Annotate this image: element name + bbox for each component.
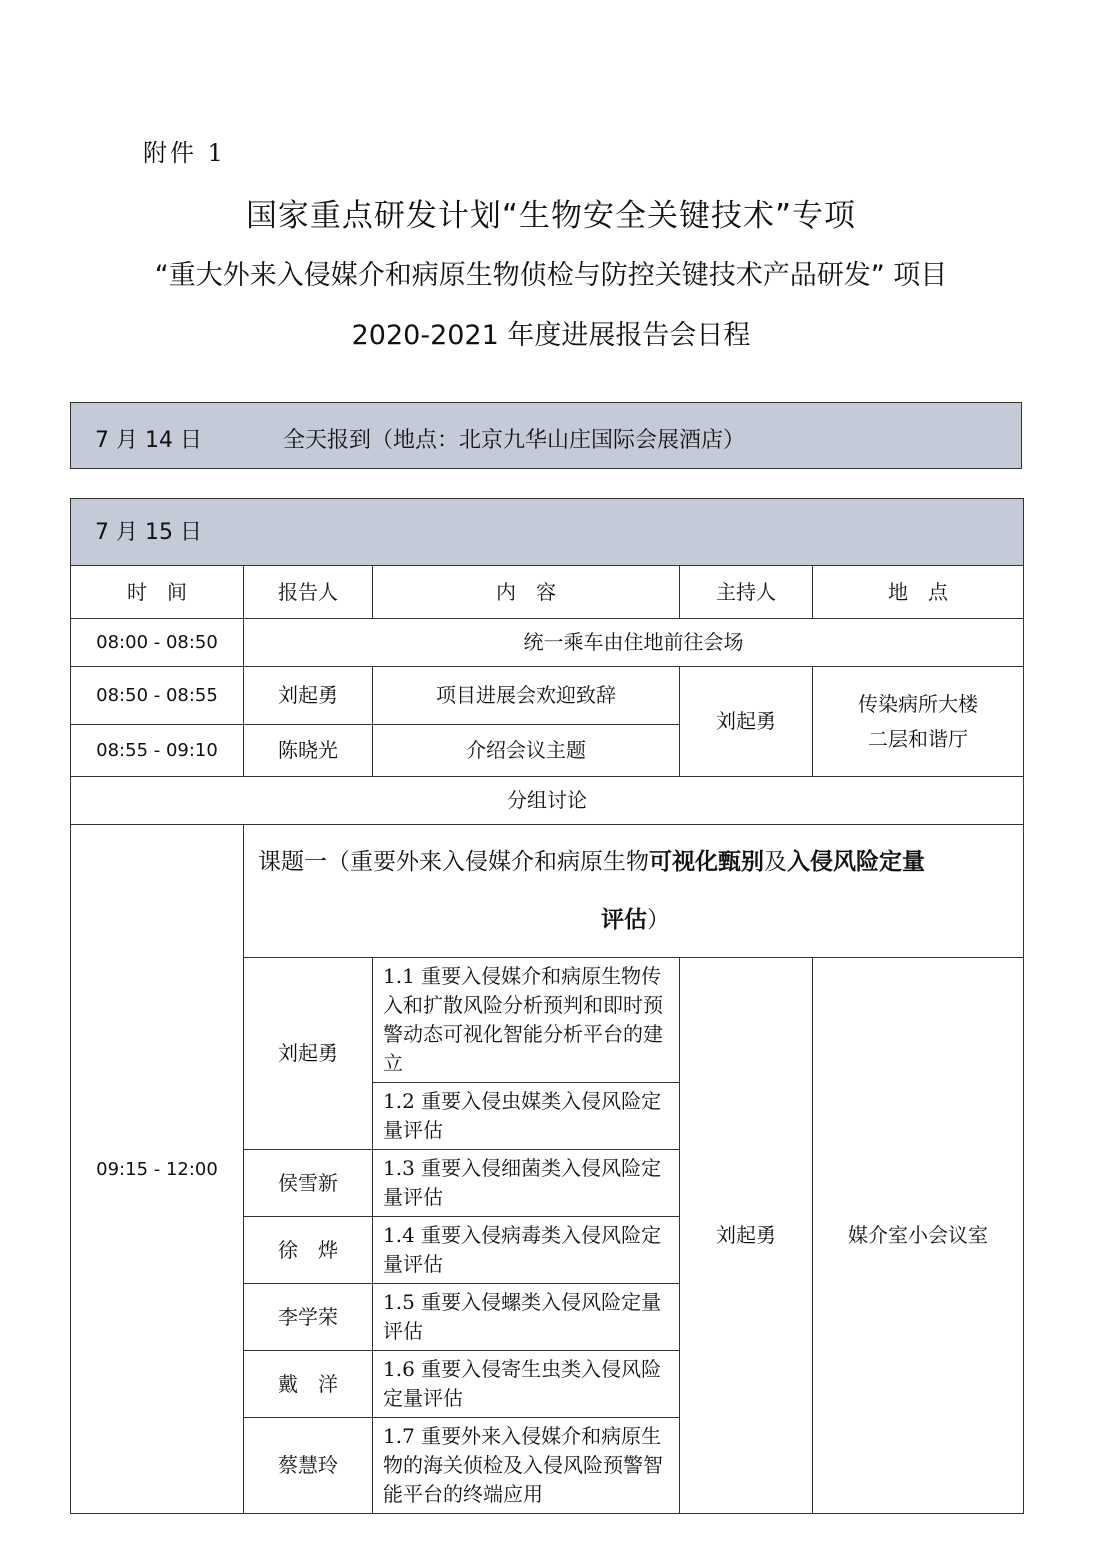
title-line-1: 国家重点研发计划“生物安全关键技术”专项 [245, 198, 857, 234]
time-cell: 08:50 - 08:55 [71, 667, 244, 725]
day-15-schedule-table [70, 498, 1024, 1514]
section-title: 分组讨论 [71, 777, 1024, 825]
topic-suffix: ） [647, 907, 671, 933]
header-content: 内 容 [373, 566, 680, 619]
table-row [71, 619, 1024, 667]
time-cell: 08:00 - 08:50 [71, 619, 244, 667]
speaker-cell: 刘起勇 [244, 958, 373, 1150]
topic-line-2 [258, 891, 1013, 949]
content-cell: 项目进展会欢迎致辞 [373, 667, 680, 725]
item-cell: 1.5 重要入侵螺类入侵风险定量评估 [373, 1284, 680, 1351]
session-time-cell: 09:15 - 12:00 [71, 825, 244, 1514]
day-14-bar [70, 402, 1022, 469]
header-location: 地 点 [813, 566, 1024, 619]
header-time: 时 间 [71, 566, 244, 619]
item-cell: 1.7 重要外来入侵媒介和病原生物的海关侦检及入侵风险预警智能平台的终端应用 [373, 1418, 680, 1514]
day-14-registration: 全天报到（地点：北京九华山庄国际会展酒店） [283, 428, 746, 453]
topic-title [244, 825, 1024, 958]
speaker-cell: 侯雪新 [244, 1150, 373, 1217]
topic-mid: 及 [764, 849, 787, 875]
speaker-cell: 陈晓光 [244, 725, 373, 777]
speaker-cell: 刘起勇 [244, 667, 373, 725]
session-location-cell: 媒介室小会议室 [813, 958, 1024, 1514]
location-line-2: 二层和谐厅 [868, 726, 969, 751]
content-cell: 统一乘车由住地前往会场 [244, 619, 1024, 667]
location-line-1: 传染病所大楼 [858, 691, 979, 716]
topic-bold-2: 入侵风险定量 [787, 849, 925, 875]
speaker-cell: 戴 洋 [244, 1351, 373, 1418]
location-cell [813, 667, 1024, 777]
speaker-cell: 蔡慧玲 [244, 1418, 373, 1514]
section-row [71, 777, 1024, 825]
item-cell: 1.3 重要入侵细菌类入侵风险定量评估 [373, 1150, 680, 1217]
topic-bold-3: 评估 [601, 907, 648, 933]
header-speaker: 报告人 [244, 566, 373, 619]
item-cell: 1.4 重要入侵病毒类入侵风险定量评估 [373, 1217, 680, 1284]
speaker-cell: 徐 烨 [244, 1217, 373, 1284]
title-line-2: “重大外来入侵媒介和病原生物侦检与防控关键技术产品研发” 项目 [154, 260, 948, 291]
time-cell: 08:55 - 09:10 [71, 725, 244, 777]
title-line-3: 2020-2021 年度进展报告会日程 [351, 320, 751, 351]
host-cell: 刘起勇 [680, 667, 813, 777]
day-14-date: 7 月 14 日 [95, 428, 202, 453]
content-cell: 介绍会议主题 [373, 725, 680, 777]
attachment-label: 附件 1 [143, 139, 226, 167]
table-row [71, 667, 1024, 725]
day-15-date: 7 月 15 日 [71, 499, 1024, 566]
header-host: 主持人 [680, 566, 813, 619]
table-header-row [71, 566, 1024, 619]
item-cell: 1.2 重要入侵虫媒类入侵风险定量评估 [373, 1083, 680, 1150]
topic-prefix: 课题一（重要外来入侵媒介和病原生物 [258, 849, 649, 875]
topic-line-1 [258, 833, 1013, 891]
speaker-cell: 李学荣 [244, 1284, 373, 1351]
topic-row [71, 825, 1024, 958]
item-cell: 1.6 重要入侵寄生虫类入侵风险定量评估 [373, 1351, 680, 1418]
session-host-cell: 刘起勇 [680, 958, 813, 1514]
item-cell: 1.1 重要入侵媒介和病原生物传入和扩散风险分析预判和即时预警动态可视化智能分析平台的建立 [373, 958, 680, 1083]
topic-bold-1: 可视化甄别 [649, 849, 764, 875]
